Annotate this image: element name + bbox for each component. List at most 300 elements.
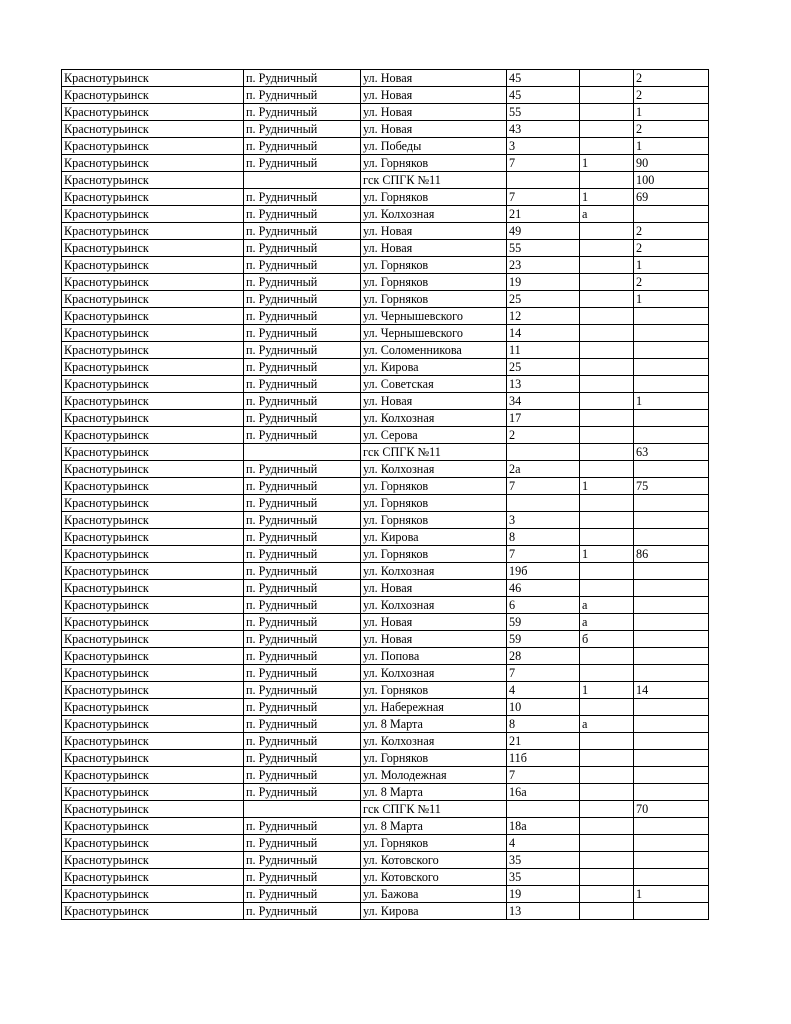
table-row: [62, 359, 709, 376]
settlement-cell: п. Рудничный: [244, 631, 361, 648]
street-cell: ул. Колхозная: [361, 461, 507, 478]
settlement-cell: п. Рудничный: [244, 699, 361, 716]
city-cell: Краснотурьинск: [62, 104, 244, 121]
city-cell: Краснотурьинск: [62, 342, 244, 359]
house-cell: 18а: [507, 818, 580, 835]
house-cell: 7: [507, 767, 580, 784]
building-cell: [580, 104, 634, 121]
apartment-cell: [634, 699, 709, 716]
settlement-cell: п. Рудничный: [244, 869, 361, 886]
city-cell: Краснотурьинск: [62, 291, 244, 308]
house-cell: [507, 801, 580, 818]
house-cell: 35: [507, 852, 580, 869]
apartment-cell: [634, 733, 709, 750]
table-row: [62, 223, 709, 240]
apartment-cell: 100: [634, 172, 709, 189]
street-cell: ул. Новая: [361, 240, 507, 257]
table-row: [62, 631, 709, 648]
building-cell: 1: [580, 155, 634, 172]
street-cell: ул. Набережная: [361, 699, 507, 716]
settlement-cell: п. Рудничный: [244, 767, 361, 784]
apartment-cell: [634, 597, 709, 614]
settlement-cell: п. Рудничный: [244, 716, 361, 733]
apartment-cell: 90: [634, 155, 709, 172]
street-cell: ул. Горняков: [361, 274, 507, 291]
house-cell: [507, 495, 580, 512]
city-cell: Краснотурьинск: [62, 682, 244, 699]
address-table: [61, 69, 709, 920]
table-row: [62, 342, 709, 359]
street-cell: ул. Новая: [361, 121, 507, 138]
apartment-cell: 2: [634, 121, 709, 138]
street-cell: ул. Колхозная: [361, 206, 507, 223]
house-cell: 46: [507, 580, 580, 597]
apartment-cell: [634, 427, 709, 444]
settlement-cell: п. Рудничный: [244, 155, 361, 172]
settlement-cell: п. Рудничный: [244, 342, 361, 359]
building-cell: а: [580, 614, 634, 631]
house-cell: 49: [507, 223, 580, 240]
building-cell: [580, 801, 634, 818]
table-row: [62, 818, 709, 835]
building-cell: [580, 852, 634, 869]
house-cell: 4: [507, 682, 580, 699]
apartment-cell: 2: [634, 70, 709, 87]
house-cell: 25: [507, 291, 580, 308]
city-cell: Краснотурьинск: [62, 648, 244, 665]
street-cell: ул. Горняков: [361, 512, 507, 529]
city-cell: Краснотурьинск: [62, 240, 244, 257]
house-cell: 34: [507, 393, 580, 410]
building-cell: [580, 291, 634, 308]
street-cell: ул. Колхозная: [361, 563, 507, 580]
settlement-cell: п. Рудничный: [244, 393, 361, 410]
street-cell: ул. Чернышевского: [361, 308, 507, 325]
house-cell: 45: [507, 87, 580, 104]
apartment-cell: 1: [634, 138, 709, 155]
table-row: [62, 138, 709, 155]
house-cell: 2а: [507, 461, 580, 478]
table-row: [62, 104, 709, 121]
street-cell: ул. Новая: [361, 631, 507, 648]
apartment-cell: 2: [634, 87, 709, 104]
street-cell: ул. Горняков: [361, 835, 507, 852]
building-cell: [580, 359, 634, 376]
settlement-cell: п. Рудничный: [244, 597, 361, 614]
apartment-cell: 70: [634, 801, 709, 818]
city-cell: Краснотурьинск: [62, 155, 244, 172]
apartment-cell: [634, 818, 709, 835]
building-cell: [580, 87, 634, 104]
street-cell: ул. Горняков: [361, 155, 507, 172]
house-cell: 12: [507, 308, 580, 325]
street-cell: ул. 8 Марта: [361, 818, 507, 835]
street-cell: ул. Кирова: [361, 359, 507, 376]
settlement-cell: п. Рудничный: [244, 223, 361, 240]
table-row: [62, 291, 709, 308]
table-row: [62, 87, 709, 104]
city-cell: Краснотурьинск: [62, 206, 244, 223]
city-cell: Краснотурьинск: [62, 376, 244, 393]
street-cell: ул. Колхозная: [361, 733, 507, 750]
settlement-cell: п. Рудничный: [244, 478, 361, 495]
street-cell: ул. Новая: [361, 87, 507, 104]
building-cell: [580, 818, 634, 835]
apartment-cell: [634, 376, 709, 393]
table-row: [62, 308, 709, 325]
apartment-cell: [634, 631, 709, 648]
building-cell: [580, 308, 634, 325]
house-cell: 16а: [507, 784, 580, 801]
table-row: [62, 886, 709, 903]
city-cell: Краснотурьинск: [62, 750, 244, 767]
apartment-cell: [634, 580, 709, 597]
building-cell: [580, 257, 634, 274]
city-cell: Краснотурьинск: [62, 495, 244, 512]
city-cell: Краснотурьинск: [62, 801, 244, 818]
street-cell: ул. Попова: [361, 648, 507, 665]
city-cell: Краснотурьинск: [62, 529, 244, 546]
settlement-cell: п. Рудничный: [244, 138, 361, 155]
table-row: [62, 410, 709, 427]
table-row: [62, 903, 709, 920]
building-cell: [580, 325, 634, 342]
settlement-cell: п. Рудничный: [244, 121, 361, 138]
house-cell: [507, 172, 580, 189]
settlement-cell: п. Рудничный: [244, 682, 361, 699]
apartment-cell: [634, 716, 709, 733]
city-cell: Краснотурьинск: [62, 767, 244, 784]
apartment-cell: [634, 614, 709, 631]
settlement-cell: п. Рудничный: [244, 274, 361, 291]
city-cell: Краснотурьинск: [62, 359, 244, 376]
street-cell: ул. Соломенникова: [361, 342, 507, 359]
settlement-cell: п. Рудничный: [244, 750, 361, 767]
house-cell: [507, 444, 580, 461]
house-cell: 8: [507, 716, 580, 733]
street-cell: ул. Новая: [361, 223, 507, 240]
street-cell: ул. Новая: [361, 614, 507, 631]
building-cell: [580, 223, 634, 240]
street-cell: ул. Бажова: [361, 886, 507, 903]
city-cell: Краснотурьинск: [62, 699, 244, 716]
table-row: [62, 869, 709, 886]
table-row: [62, 546, 709, 563]
settlement-cell: п. Рудничный: [244, 580, 361, 597]
apartment-cell: 1: [634, 393, 709, 410]
table-row: [62, 155, 709, 172]
city-cell: Краснотурьинск: [62, 325, 244, 342]
table-row: [62, 563, 709, 580]
apartment-cell: [634, 359, 709, 376]
building-cell: а: [580, 716, 634, 733]
table-row: [62, 716, 709, 733]
house-cell: 23: [507, 257, 580, 274]
building-cell: [580, 580, 634, 597]
street-cell: ул. Горняков: [361, 750, 507, 767]
street-cell: ул. Горняков: [361, 257, 507, 274]
apartment-cell: [634, 206, 709, 223]
house-cell: 19б: [507, 563, 580, 580]
settlement-cell: п. Рудничный: [244, 359, 361, 376]
house-cell: 55: [507, 240, 580, 257]
settlement-cell: п. Рудничный: [244, 512, 361, 529]
street-cell: гск СПГК №11: [361, 801, 507, 818]
city-cell: Краснотурьинск: [62, 121, 244, 138]
table-row: [62, 444, 709, 461]
settlement-cell: [244, 172, 361, 189]
building-cell: 1: [580, 478, 634, 495]
street-cell: гск СПГК №11: [361, 172, 507, 189]
settlement-cell: п. Рудничный: [244, 886, 361, 903]
city-cell: Краснотурьинск: [62, 818, 244, 835]
house-cell: 19: [507, 274, 580, 291]
apartment-cell: [634, 869, 709, 886]
city-cell: Краснотурьинск: [62, 172, 244, 189]
city-cell: Краснотурьинск: [62, 631, 244, 648]
house-cell: 6: [507, 597, 580, 614]
table-row: [62, 852, 709, 869]
settlement-cell: п. Рудничный: [244, 546, 361, 563]
building-cell: [580, 529, 634, 546]
building-cell: [580, 444, 634, 461]
building-cell: [580, 376, 634, 393]
city-cell: Краснотурьинск: [62, 444, 244, 461]
city-cell: Краснотурьинск: [62, 138, 244, 155]
apartment-cell: [634, 852, 709, 869]
building-cell: [580, 886, 634, 903]
street-cell: ул. Колхозная: [361, 410, 507, 427]
building-cell: а: [580, 597, 634, 614]
building-cell: [580, 172, 634, 189]
house-cell: 14: [507, 325, 580, 342]
table-row: [62, 427, 709, 444]
house-cell: 35: [507, 869, 580, 886]
house-cell: 55: [507, 104, 580, 121]
house-cell: 7: [507, 478, 580, 495]
city-cell: Краснотурьинск: [62, 427, 244, 444]
apartment-cell: [634, 529, 709, 546]
city-cell: Краснотурьинск: [62, 886, 244, 903]
table-row: [62, 733, 709, 750]
table-row: [62, 767, 709, 784]
apartment-cell: [634, 325, 709, 342]
street-cell: ул. Новая: [361, 580, 507, 597]
house-cell: 43: [507, 121, 580, 138]
table-row: [62, 257, 709, 274]
table-row: [62, 648, 709, 665]
building-cell: а: [580, 206, 634, 223]
apartment-cell: 2: [634, 274, 709, 291]
street-cell: ул. Серова: [361, 427, 507, 444]
settlement-cell: п. Рудничный: [244, 495, 361, 512]
city-cell: Краснотурьинск: [62, 274, 244, 291]
house-cell: 45: [507, 70, 580, 87]
street-cell: ул. Победы: [361, 138, 507, 155]
building-cell: [580, 274, 634, 291]
building-cell: [580, 835, 634, 852]
city-cell: Краснотурьинск: [62, 189, 244, 206]
table-row: [62, 240, 709, 257]
street-cell: гск СПГК №11: [361, 444, 507, 461]
building-cell: 1: [580, 682, 634, 699]
settlement-cell: п. Рудничный: [244, 733, 361, 750]
table-row: [62, 172, 709, 189]
city-cell: Краснотурьинск: [62, 393, 244, 410]
table-row: [62, 699, 709, 716]
building-cell: [580, 903, 634, 920]
house-cell: 11б: [507, 750, 580, 767]
house-cell: 17: [507, 410, 580, 427]
house-cell: 4: [507, 835, 580, 852]
settlement-cell: п. Рудничный: [244, 461, 361, 478]
street-cell: ул. Новая: [361, 104, 507, 121]
street-cell: ул. Колхозная: [361, 665, 507, 682]
settlement-cell: п. Рудничный: [244, 665, 361, 682]
settlement-cell: п. Рудничный: [244, 257, 361, 274]
street-cell: ул. Котовского: [361, 869, 507, 886]
city-cell: Краснотурьинск: [62, 257, 244, 274]
apartment-cell: 1: [634, 257, 709, 274]
street-cell: ул. Горняков: [361, 189, 507, 206]
building-cell: [580, 393, 634, 410]
street-cell: ул. Кирова: [361, 529, 507, 546]
building-cell: [580, 512, 634, 529]
building-cell: [580, 461, 634, 478]
city-cell: Краснотурьинск: [62, 563, 244, 580]
city-cell: Краснотурьинск: [62, 835, 244, 852]
city-cell: Краснотурьинск: [62, 87, 244, 104]
house-cell: 7: [507, 155, 580, 172]
house-cell: 3: [507, 138, 580, 155]
settlement-cell: п. Рудничный: [244, 376, 361, 393]
apartment-cell: [634, 784, 709, 801]
settlement-cell: п. Рудничный: [244, 87, 361, 104]
house-cell: 2: [507, 427, 580, 444]
street-cell: ул. Советская: [361, 376, 507, 393]
table-row: [62, 189, 709, 206]
building-cell: б: [580, 631, 634, 648]
apartment-cell: [634, 835, 709, 852]
settlement-cell: п. Рудничный: [244, 852, 361, 869]
house-cell: 21: [507, 733, 580, 750]
table-row: [62, 665, 709, 682]
table-row: [62, 580, 709, 597]
settlement-cell: п. Рудничный: [244, 614, 361, 631]
house-cell: 13: [507, 376, 580, 393]
table-row: [62, 614, 709, 631]
house-cell: 7: [507, 546, 580, 563]
city-cell: Краснотурьинск: [62, 546, 244, 563]
settlement-cell: п. Рудничный: [244, 189, 361, 206]
settlement-cell: п. Рудничный: [244, 308, 361, 325]
house-cell: 8: [507, 529, 580, 546]
table-row: [62, 750, 709, 767]
street-cell: ул. Горняков: [361, 546, 507, 563]
apartment-cell: [634, 495, 709, 512]
street-cell: ул. Горняков: [361, 478, 507, 495]
settlement-cell: п. Рудничный: [244, 563, 361, 580]
apartment-cell: [634, 903, 709, 920]
street-cell: ул. Колхозная: [361, 597, 507, 614]
apartment-cell: 1: [634, 291, 709, 308]
apartment-cell: 69: [634, 189, 709, 206]
city-cell: Краснотурьинск: [62, 665, 244, 682]
table-row: [62, 376, 709, 393]
city-cell: Краснотурьинск: [62, 223, 244, 240]
house-cell: 11: [507, 342, 580, 359]
street-cell: ул. Чернышевского: [361, 325, 507, 342]
table-row: [62, 325, 709, 342]
settlement-cell: п. Рудничный: [244, 206, 361, 223]
house-cell: 7: [507, 665, 580, 682]
street-cell: ул. 8 Марта: [361, 716, 507, 733]
building-cell: 1: [580, 189, 634, 206]
building-cell: [580, 699, 634, 716]
apartment-cell: 14: [634, 682, 709, 699]
street-cell: ул. Новая: [361, 70, 507, 87]
building-cell: [580, 733, 634, 750]
apartment-cell: [634, 648, 709, 665]
apartment-cell: 2: [634, 223, 709, 240]
house-cell: 25: [507, 359, 580, 376]
city-cell: Краснотурьинск: [62, 512, 244, 529]
settlement-cell: п. Рудничный: [244, 410, 361, 427]
house-cell: 7: [507, 189, 580, 206]
table-row: [62, 682, 709, 699]
table-row: [62, 478, 709, 495]
apartment-cell: 2: [634, 240, 709, 257]
street-cell: ул. Новая: [361, 393, 507, 410]
table-row: [62, 461, 709, 478]
settlement-cell: п. Рудничный: [244, 784, 361, 801]
house-cell: 19: [507, 886, 580, 903]
building-cell: 1: [580, 546, 634, 563]
settlement-cell: п. Рудничный: [244, 648, 361, 665]
settlement-cell: [244, 801, 361, 818]
building-cell: [580, 767, 634, 784]
building-cell: [580, 342, 634, 359]
building-cell: [580, 427, 634, 444]
settlement-cell: п. Рудничный: [244, 104, 361, 121]
city-cell: Краснотурьинск: [62, 869, 244, 886]
house-cell: 59: [507, 631, 580, 648]
table-row: [62, 393, 709, 410]
table-row: [62, 801, 709, 818]
settlement-cell: п. Рудничный: [244, 903, 361, 920]
street-cell: ул. Горняков: [361, 291, 507, 308]
street-cell: ул. Горняков: [361, 682, 507, 699]
table-row: [62, 274, 709, 291]
city-cell: Краснотурьинск: [62, 461, 244, 478]
apartment-cell: [634, 750, 709, 767]
city-cell: Краснотурьинск: [62, 410, 244, 427]
street-cell: ул. Кирова: [361, 903, 507, 920]
city-cell: Краснотурьинск: [62, 478, 244, 495]
apartment-cell: 1: [634, 104, 709, 121]
city-cell: Краснотурьинск: [62, 597, 244, 614]
settlement-cell: п. Рудничный: [244, 835, 361, 852]
table-row: [62, 597, 709, 614]
apartment-cell: [634, 308, 709, 325]
apartment-cell: 86: [634, 546, 709, 563]
city-cell: Краснотурьинск: [62, 733, 244, 750]
street-cell: ул. Горняков: [361, 495, 507, 512]
table-row: [62, 529, 709, 546]
table-row: [62, 835, 709, 852]
apartment-cell: 75: [634, 478, 709, 495]
apartment-cell: [634, 767, 709, 784]
